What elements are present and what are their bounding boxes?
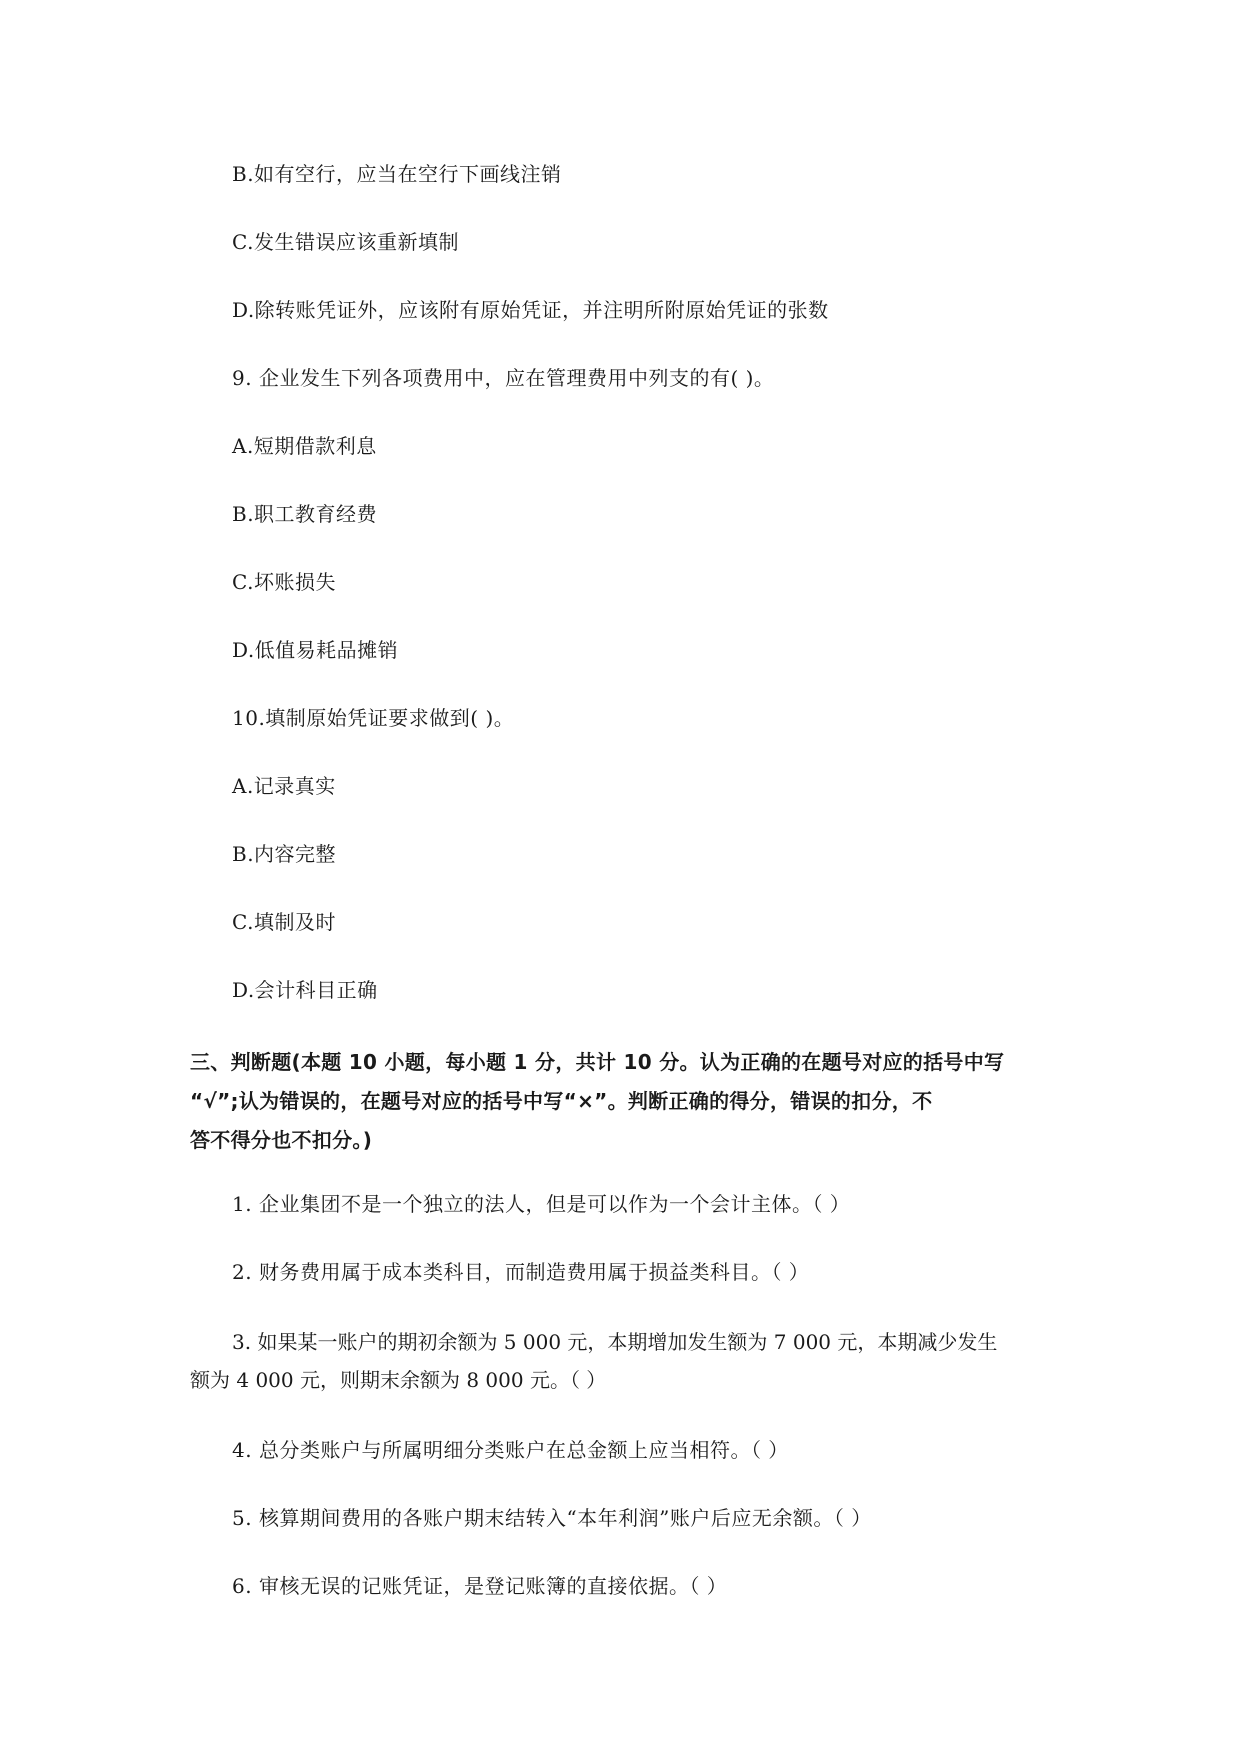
q10-option-d: D.会计科目正确	[232, 978, 378, 1002]
q10-option-a: A.记录真实	[232, 774, 336, 798]
tf-question-1: 1. 企业集团不是一个独立的法人，但是可以作为一个会计主体。（ ）	[232, 1192, 851, 1216]
q8-option-d: D.除转账凭证外，应该附有原始凭证，并注明所附原始凭证的张数	[232, 298, 829, 322]
q9-stem: 9. 企业发生下列各项费用中，应在管理费用中列支的有( )。	[232, 366, 775, 390]
q9-option-d: D.低值易耗品摊销	[232, 638, 399, 662]
q9-option-a: A.短期借款利息	[232, 434, 377, 458]
section-3-heading	[190, 1043, 1070, 1160]
tf-question-3-line-2: 额为 4 000 元，则期末余额为 8 000 元。（ ）	[190, 1368, 607, 1392]
q10-option-c: C.填制及时	[232, 910, 336, 934]
tf-question-2: 2. 财务费用属于成本类科目，而制造费用属于损益类科目。（ ）	[232, 1260, 810, 1284]
q8-option-b: B.如有空行，应当在空行下画线注销	[232, 162, 562, 186]
section-3-heading-line-2: “√”;认为错误的，在题号对应的括号中写“×”。判断正确的得分，错误的扣分，不	[190, 1089, 933, 1113]
tf-question-3	[190, 1323, 1070, 1399]
q10-option-b: B.内容完整	[232, 842, 337, 866]
tf-question-6: 6. 审核无误的记账凭证，是登记账簿的直接依据。（ ）	[232, 1574, 728, 1598]
section-3-heading-line-1: 三、判断题(本题 10 小题，每小题 1 分，共计 10 分。认为正确的在题号对应的括号中写	[190, 1050, 1005, 1074]
q10-stem: 10.填制原始凭证要求做到( )。	[232, 706, 515, 730]
section-3-heading-line-3: 答不得分也不扣分。)	[190, 1128, 373, 1152]
tf-question-3-line-1: 3. 如果某一账户的期初余额为 5 000 元，本期增加发生额为 7 000 元，本期减少发生	[232, 1330, 998, 1354]
q9-option-b: B.职工教育经费	[232, 502, 378, 526]
tf-question-5: 5. 核算期间费用的各账户期末结转入“本年利润”账户后应无余额。（ ）	[232, 1506, 872, 1530]
q9-option-c: C.坏账损失	[232, 570, 336, 594]
tf-question-4: 4. 总分类账户与所属明细分类账户在总金额上应当相符。（ ）	[232, 1438, 789, 1462]
q8-option-c: C.发生错误应该重新填制	[232, 230, 459, 254]
